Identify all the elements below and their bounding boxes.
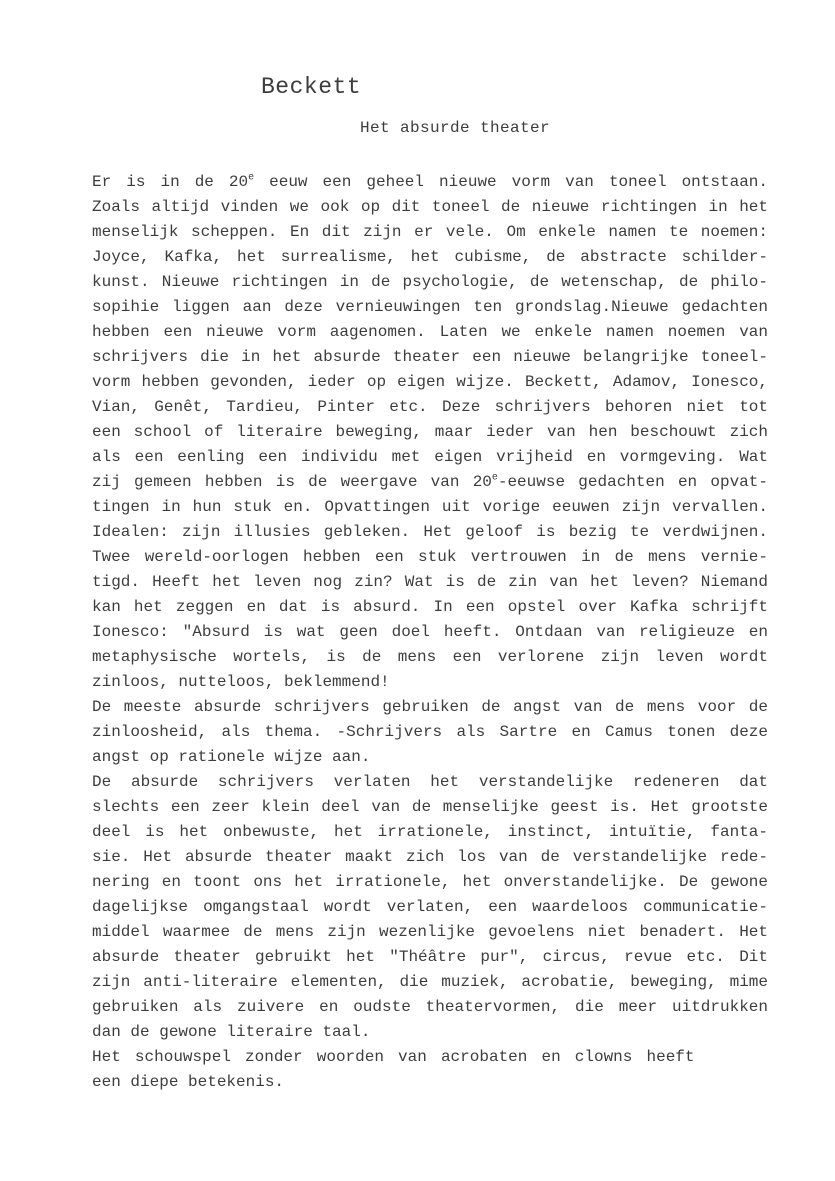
text-line: sie. Het absurde theater maakt zich los van de verstandelijke rede-	[92, 848, 768, 866]
text-line: tigd. Heeft het leven nog zin? Wat is de zin van het leven? Niemand	[92, 573, 768, 591]
text-line: Joyce, Kafka, het surrealisme, het cubisme, de abstracte schilder-	[92, 248, 768, 266]
text-line: deel is het onbewuste, het irrationele, instinct, intuïtie, fanta-	[92, 823, 768, 841]
text-line: als een eenling een individu met eigen vrijheid en vormgeving. Wat	[92, 448, 768, 466]
text-line: menselijk scheppen. En dit zijn er vele. Om enkele namen te noemen:	[92, 223, 768, 241]
text-line: metaphysische wortels, is de mens een verlorene zijn leven wordt	[92, 648, 768, 666]
document-subtitle: Het absurde theater	[360, 119, 551, 137]
text-line: schrijvers die in het absurde theater een nieuwe belangrijke toneel-	[92, 348, 768, 366]
text-line: zinloosheid, als thema. -Schrijvers als Sartre en Camus tonen deze	[92, 723, 768, 741]
text-line: absurde theater gebruikt het "Théâtre pur", circus, revue etc. Dit	[92, 948, 768, 966]
text-line: Het schouwspel zonder woorden van acrobaten en clowns heeft	[92, 1048, 695, 1066]
text-line: slechts een zeer klein deel van de menselijke geest is. Het grootste	[92, 798, 768, 816]
text-line: een diepe betekenis.	[92, 1073, 285, 1091]
text-line: hebben een nieuwe vorm aagenomen. Laten we enkele namen noemen van	[92, 323, 768, 341]
text-line: gebruiken als zuivere en oudste theatervormen, die meer uitdrukken	[92, 998, 768, 1016]
text-line: zinloos, nutteloos, beklemmend!	[92, 673, 390, 691]
superscript-e: e	[248, 171, 255, 183]
text-line: zij gemeen hebben is de weergave van 20e-eeuwse gedachten en opvat-	[92, 471, 768, 491]
superscript-e: e	[491, 471, 498, 483]
text-line: Er is in de 20e eeuw een geheel nieuwe vorm van toneel ontstaan.	[92, 171, 768, 191]
text-line: Zoals altijd vinden we ook op dit toneel de nieuwe richtingen in het	[92, 198, 768, 216]
text-line: angst op rationele wijze aan.	[92, 748, 371, 766]
text-line: Twee wereld-oorlogen hebben een stuk vertrouwen in de mens vernie-	[92, 548, 768, 566]
text-line: kan het zeggen en dat is absurd. In een opstel over Kafka schrijft	[92, 598, 768, 616]
text-line: kunst. Nieuwe richtingen in de psychologie, de wetenschap, de philo-	[92, 273, 768, 291]
text-line: Idealen: zijn illusies gebleken. Het geloof is bezig te verdwijnen.	[92, 523, 768, 541]
text-line: sopihie liggen aan deze vernieuwingen ten grondslag.Nieuwe gedachten	[92, 298, 768, 316]
text-line: De meeste absurde schrijvers gebruiken de angst van de mens voor de	[92, 698, 768, 716]
text-line: middel waarmee de mens zijn wezenlijke gevoelens niet benadert. Het	[92, 923, 768, 941]
text-line: dan de gewone literaire taal.	[92, 1023, 371, 1041]
document-title: Beckett	[261, 74, 362, 100]
text-line: vorm hebben gevonden, ieder op eigen wijze. Beckett, Adamov, Ionesco,	[92, 373, 768, 391]
document-body	[92, 170, 768, 1095]
text-line: De absurde schrijvers verlaten het verstandelijke redeneren dat	[92, 773, 768, 791]
text-line: tingen in hun stuk en. Opvattingen uit vorige eeuwen zijn vervallen.	[92, 498, 768, 516]
text-line: Ionesco: "Absurd is wat geen doel heeft. Ontdaan van religieuze en	[92, 623, 768, 641]
text-line: nering en toont ons het irrationele, het onverstandelijke. De gewone	[92, 873, 768, 891]
text-line: Vian, Genêt, Tardieu, Pinter etc. Deze schrijvers behoren niet tot	[92, 398, 768, 416]
text-line: zijn anti-literaire elementen, die muziek, acrobatie, beweging, mime	[92, 973, 768, 991]
text-line: een school of literaire beweging, maar ieder van hen beschouwt zich	[92, 423, 768, 441]
text-line: dagelijkse omgangstaal wordt verlaten, een waardeloos communicatie-	[92, 898, 768, 916]
